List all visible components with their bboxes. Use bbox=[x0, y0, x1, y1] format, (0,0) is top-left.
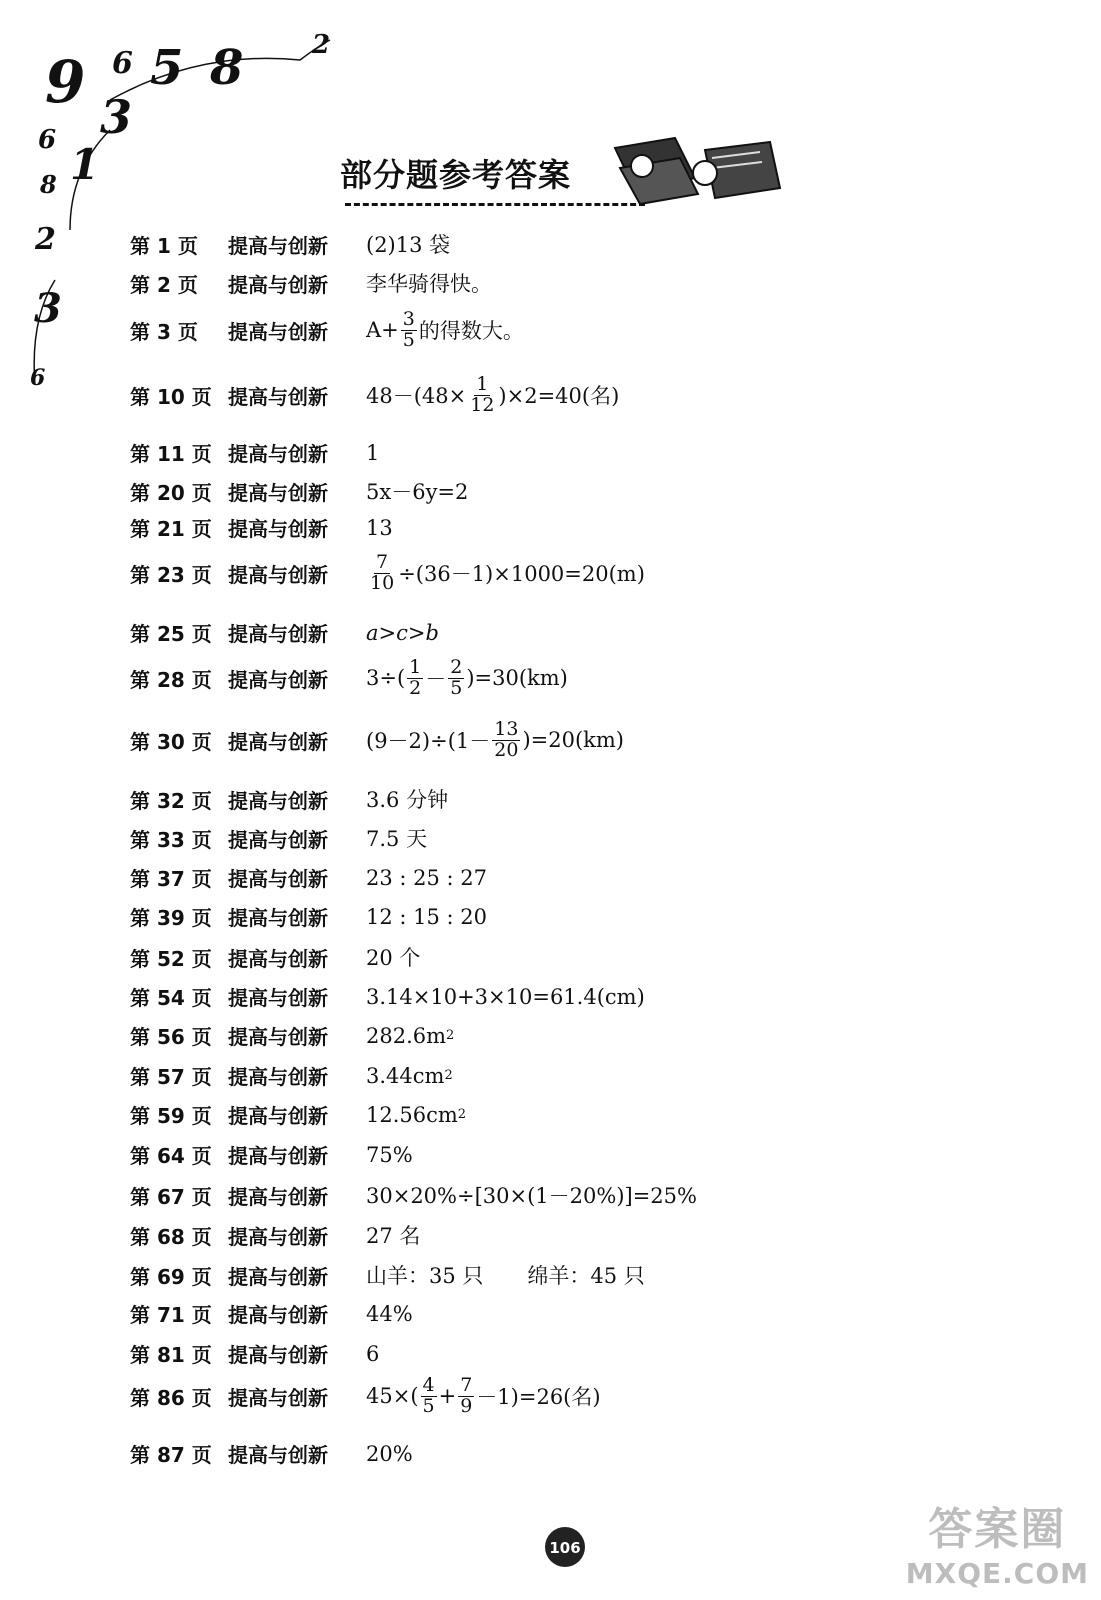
page-ref: 第 71 页 bbox=[130, 1303, 212, 1327]
answer-row bbox=[130, 553, 645, 594]
numerator: 13 bbox=[494, 718, 519, 740]
page-ref: 第 69 页 bbox=[130, 1264, 212, 1289]
deco-digit: 2 bbox=[312, 30, 331, 60]
answer: (2)13 袋 bbox=[366, 233, 451, 257]
numerator: 1 bbox=[476, 373, 489, 395]
answer-part: (9－2)÷(1－ bbox=[366, 729, 491, 754]
fraction bbox=[492, 720, 520, 761]
fraction bbox=[468, 375, 496, 416]
answer-row bbox=[130, 618, 439, 647]
fraction bbox=[401, 310, 417, 351]
answer-row bbox=[130, 1376, 601, 1417]
page-ref: 第 86 页 bbox=[130, 1385, 212, 1410]
answer-part: 282.6m bbox=[366, 1023, 447, 1048]
section-label: 提高与创新 bbox=[228, 319, 328, 344]
deco-digit: 3 bbox=[100, 90, 133, 144]
answer: 44% bbox=[366, 1301, 413, 1326]
page-ref: 第 81 页 bbox=[130, 1343, 212, 1367]
answer-row bbox=[130, 1100, 466, 1129]
answer: 27 名 bbox=[366, 1224, 421, 1248]
answer-row bbox=[130, 1339, 379, 1368]
answer bbox=[366, 1024, 454, 1048]
deco-digit: 8 bbox=[40, 170, 57, 199]
answer-part: A+ bbox=[366, 318, 399, 343]
answer-part: ÷(36－1)×1000=20(m) bbox=[398, 562, 645, 587]
answer: 1 bbox=[366, 440, 380, 465]
deco-digit: 8 bbox=[210, 40, 244, 96]
section-label: 提高与创新 bbox=[228, 986, 328, 1010]
answer-row bbox=[130, 1061, 453, 1090]
answer-part: － bbox=[425, 667, 447, 692]
section-label: 提高与创新 bbox=[228, 1025, 328, 1049]
section-label: 提高与创新 bbox=[228, 788, 328, 813]
page-ref: 第 21 页 bbox=[130, 517, 212, 541]
answer: 李华骑得快。 bbox=[366, 272, 492, 296]
fraction bbox=[458, 1376, 474, 1417]
answer: 3.6 分钟 bbox=[366, 788, 449, 812]
answer: 6 bbox=[366, 1341, 380, 1366]
answer bbox=[366, 658, 568, 699]
section-label: 提高与创新 bbox=[228, 1443, 328, 1467]
deco-digit: 9 bbox=[45, 48, 86, 116]
page-ref: 第 52 页 bbox=[130, 946, 212, 971]
denominator: 2 bbox=[409, 676, 422, 699]
deco-digit: 6 bbox=[38, 125, 57, 155]
answer bbox=[366, 1103, 466, 1127]
answer: 5x－6y=2 bbox=[366, 480, 469, 504]
section-label: 提高与创新 bbox=[228, 562, 328, 587]
section-label: 提高与创新 bbox=[228, 442, 328, 466]
answer-row bbox=[130, 863, 487, 892]
denominator: 12 bbox=[470, 393, 495, 416]
page-ref: 第 20 页 bbox=[130, 480, 212, 505]
answer-part: 山羊：35 只 bbox=[366, 1264, 484, 1288]
section-label: 提高与创新 bbox=[228, 1264, 328, 1289]
answer: 12 : 15 : 20 bbox=[366, 904, 488, 929]
deco-digit: 3 bbox=[34, 285, 62, 332]
section-label: 提高与创新 bbox=[228, 667, 328, 692]
watermark bbox=[906, 1493, 1089, 1590]
denominator: 10 bbox=[370, 571, 395, 594]
page-ref: 第 11 页 bbox=[130, 442, 212, 466]
deco-digit: 2 bbox=[35, 222, 56, 257]
superscript: 2 bbox=[444, 1068, 453, 1083]
section-label: 提高与创新 bbox=[228, 906, 328, 930]
answer-row bbox=[130, 1220, 420, 1250]
page-ref: 第 28 页 bbox=[130, 667, 212, 692]
deco-digit: 6 bbox=[112, 46, 133, 81]
answer: a>c>b bbox=[366, 620, 439, 645]
section-label: 提高与创新 bbox=[228, 1343, 328, 1367]
answer-row bbox=[130, 513, 393, 542]
answer-row bbox=[130, 375, 619, 416]
answer-row bbox=[130, 902, 487, 931]
answer bbox=[366, 375, 619, 416]
answer-row bbox=[130, 823, 427, 853]
answer-row bbox=[130, 720, 624, 761]
answer-part: －1)=26(名) bbox=[476, 1385, 601, 1410]
page-ref: 第 1 页 bbox=[130, 233, 198, 258]
watermark-site: MXQE.COM bbox=[905, 1557, 1089, 1590]
answer-part: 绵羊：45 只 bbox=[527, 1264, 645, 1288]
page-ref: 第 23 页 bbox=[130, 562, 212, 587]
page-ref: 第 33 页 bbox=[130, 827, 212, 852]
denominator: 20 bbox=[494, 738, 519, 761]
page-ref: 第 2 页 bbox=[130, 272, 198, 297]
numerator: 7 bbox=[460, 1374, 473, 1396]
section-label: 提高与创新 bbox=[228, 1224, 328, 1249]
page-ref: 第 64 页 bbox=[130, 1144, 212, 1168]
answer-part: )=30(km) bbox=[466, 666, 568, 691]
answer: 20 个 bbox=[366, 946, 421, 970]
answer-row bbox=[130, 229, 450, 259]
answer-row bbox=[130, 476, 468, 506]
answer-row bbox=[130, 438, 379, 467]
answer: 7.5 天 bbox=[366, 827, 428, 851]
answer-part: 45×( bbox=[366, 1384, 419, 1409]
section-label: 提高与创新 bbox=[228, 1385, 328, 1410]
deco-digit: 5 bbox=[150, 40, 184, 96]
answer bbox=[366, 553, 645, 594]
answer-part: 的得数大。 bbox=[418, 319, 524, 344]
answer-part: )=20(km) bbox=[522, 728, 624, 753]
superscript: 2 bbox=[457, 1107, 467, 1122]
section-label: 提高与创新 bbox=[228, 384, 328, 409]
fraction bbox=[407, 658, 423, 699]
answer-row bbox=[130, 784, 448, 814]
answer-row bbox=[130, 1140, 413, 1169]
answer-part: 48－(48× bbox=[366, 384, 467, 409]
answer-row bbox=[130, 1299, 413, 1328]
page-ref: 第 67 页 bbox=[130, 1184, 212, 1209]
denominator: 5 bbox=[422, 1394, 435, 1417]
section-label: 提高与创新 bbox=[228, 622, 328, 646]
superscript: 2 bbox=[446, 1028, 455, 1043]
page-title: 部分题参考答案 bbox=[340, 156, 572, 194]
answer-row bbox=[130, 1021, 454, 1050]
answer-row bbox=[130, 982, 645, 1011]
section-label: 提高与创新 bbox=[228, 1144, 328, 1168]
answer bbox=[366, 720, 624, 761]
answer-part: 12.56cm bbox=[366, 1102, 458, 1127]
answer: 13 bbox=[366, 515, 393, 540]
section-label: 提高与创新 bbox=[228, 1065, 328, 1089]
denominator: 5 bbox=[450, 676, 463, 699]
page-ref: 第 54 页 bbox=[130, 986, 212, 1010]
page-ref: 第 56 页 bbox=[130, 1025, 212, 1049]
answer: 23 : 25 : 27 bbox=[366, 865, 488, 890]
answer: 75% bbox=[366, 1142, 413, 1167]
section-label: 提高与创新 bbox=[228, 1303, 328, 1327]
section-label: 提高与创新 bbox=[228, 827, 328, 852]
denominator: 9 bbox=[460, 1394, 473, 1417]
denominator: 5 bbox=[402, 328, 415, 351]
answer-row bbox=[130, 1180, 697, 1210]
section-label: 提高与创新 bbox=[228, 233, 328, 258]
page-number-badge bbox=[540, 1525, 590, 1575]
page-ref: 第 32 页 bbox=[130, 788, 212, 813]
section-label: 提高与创新 bbox=[228, 867, 328, 891]
numerator: 3 bbox=[402, 308, 415, 330]
page-number: 106 bbox=[549, 1539, 581, 1557]
answer: 3.14×10+3×10=61.4(cm) bbox=[366, 984, 645, 1009]
section-label: 提高与创新 bbox=[228, 1184, 328, 1209]
answer bbox=[366, 1260, 645, 1290]
answer-row bbox=[130, 658, 568, 699]
answer-row bbox=[130, 1439, 413, 1468]
answer bbox=[366, 310, 524, 351]
answer: 20% bbox=[366, 1441, 413, 1466]
page-ref: 第 30 页 bbox=[130, 729, 212, 754]
section-label: 提高与创新 bbox=[228, 1104, 328, 1128]
numerator: 4 bbox=[422, 1374, 435, 1396]
page-ref: 第 68 页 bbox=[130, 1224, 212, 1249]
section-label: 提高与创新 bbox=[228, 480, 328, 505]
answer-row bbox=[130, 268, 492, 298]
section-label: 提高与创新 bbox=[228, 946, 328, 971]
books-illustration bbox=[600, 128, 800, 208]
deco-digit: 6 bbox=[30, 365, 46, 391]
numerator: 7 bbox=[376, 551, 389, 573]
page-ref: 第 59 页 bbox=[130, 1104, 212, 1128]
page-ref: 第 39 页 bbox=[130, 906, 212, 930]
section-label: 提高与创新 bbox=[228, 517, 328, 541]
page-ref: 第 10 页 bbox=[130, 384, 212, 409]
answer-row bbox=[130, 310, 524, 351]
page-ref: 第 37 页 bbox=[130, 867, 212, 891]
fraction bbox=[421, 1376, 437, 1417]
section-label: 提高与创新 bbox=[228, 729, 328, 754]
answer-row bbox=[130, 942, 420, 972]
answer: 30×20%÷[30×(1－20%)]=25% bbox=[366, 1184, 697, 1208]
page-ref: 第 25 页 bbox=[130, 622, 212, 646]
page-ref: 第 87 页 bbox=[130, 1443, 212, 1467]
numerator: 1 bbox=[409, 656, 422, 678]
fraction bbox=[368, 553, 396, 594]
answer bbox=[366, 1064, 453, 1088]
numerator: 2 bbox=[450, 656, 463, 678]
answer bbox=[366, 1376, 601, 1417]
deco-digit: 1 bbox=[70, 140, 100, 189]
answer-part: )×2=40(名) bbox=[498, 384, 620, 409]
page-ref: 第 3 页 bbox=[130, 319, 198, 344]
answer-row bbox=[130, 1260, 645, 1290]
answer-part: + bbox=[438, 1384, 457, 1409]
page-ref: 第 57 页 bbox=[130, 1065, 212, 1089]
section-label: 提高与创新 bbox=[228, 272, 328, 297]
answer-part: 3.44cm bbox=[366, 1063, 445, 1088]
fraction bbox=[448, 658, 464, 699]
watermark-brand: 答案圈 bbox=[928, 1504, 1067, 1555]
answer-part: 3÷( bbox=[366, 666, 406, 691]
